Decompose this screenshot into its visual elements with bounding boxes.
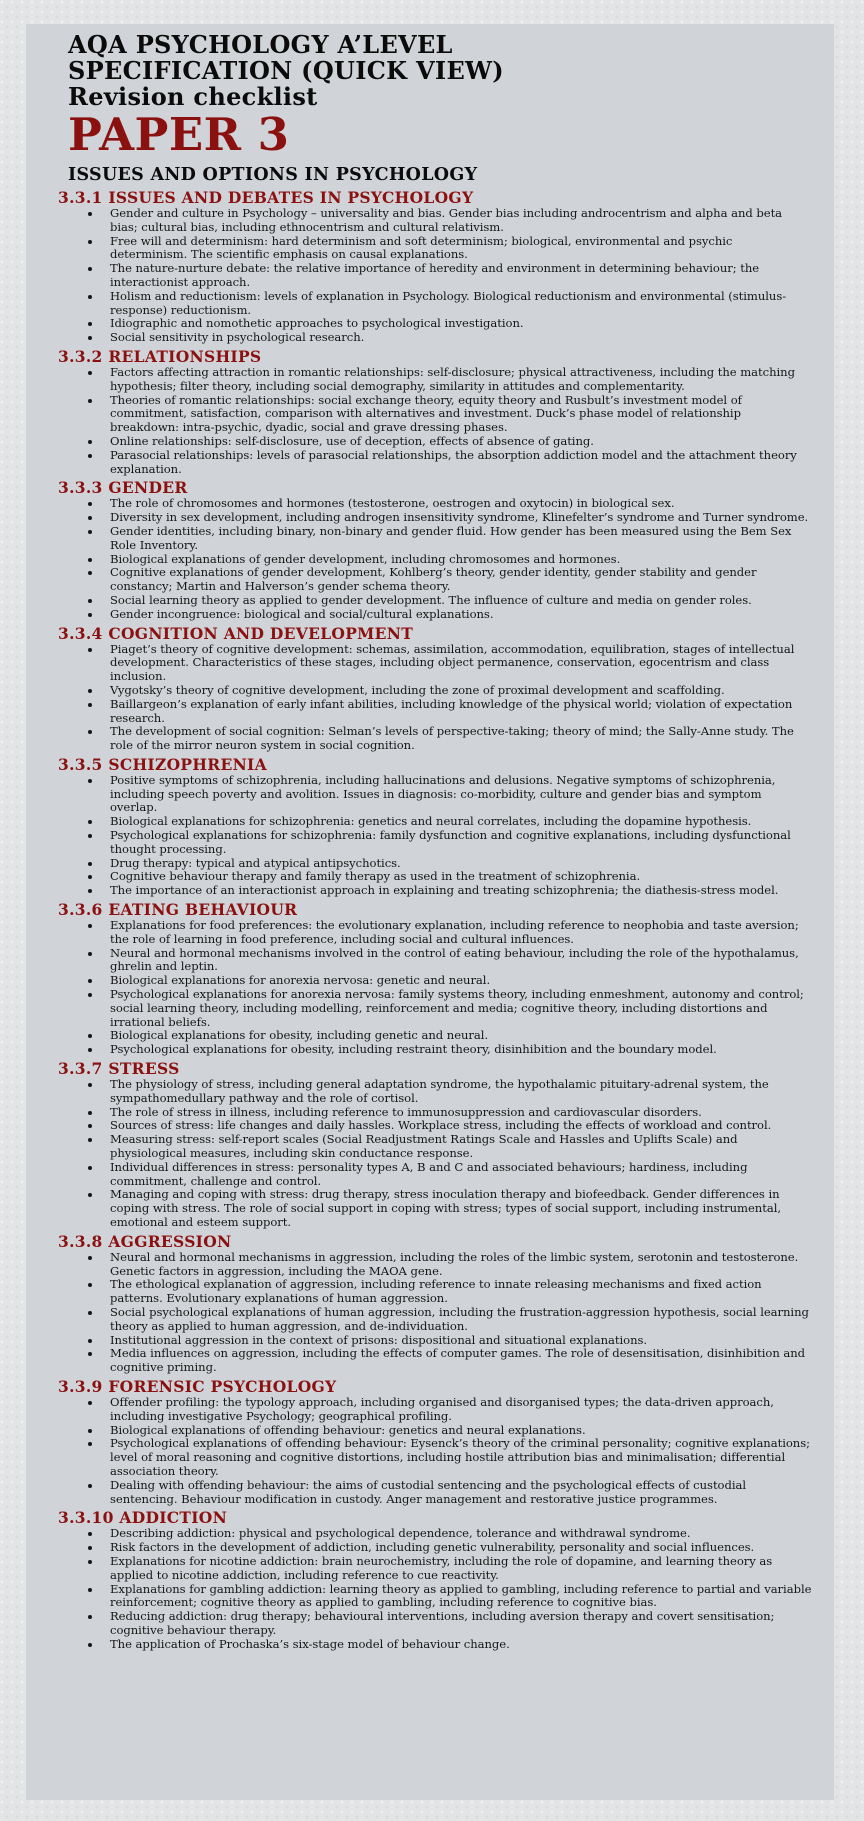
list-item: Biological explanations for schizophrenia: genetics and neural correlates, including the dopamine hypothesis. [110, 815, 812, 829]
list-item: Baillargeon’s explanation of early infant abilities, including knowledge of the physical world; violation of expectation research. [110, 698, 812, 726]
list-item: Neural and hormonal mechanisms in aggression, including the roles of the limbic system, serotonin and testosterone. Genetic factors in aggression, including the MAOA gene. [110, 1251, 812, 1279]
section-4 [58, 623, 812, 753]
list-item: Measuring stress: self-report scales (Social Readjustment Ratings Scale and Hassles and Uplifts Scale) and physiological measures, including skin conductance response. [110, 1133, 812, 1161]
bullet-list [62, 919, 812, 1057]
list-item: Holism and reductionism: levels of explanation in Psychology. Biological reductionism and environmental (stimulus-response) reductionism. [110, 290, 812, 318]
paper-title: PAPER 3 [68, 108, 290, 161]
section-title: 3.3.9 FORENSIC PSYCHOLOGY [58, 1376, 337, 1396]
bullet-list [62, 1251, 812, 1375]
bullet-list [62, 1527, 812, 1651]
bullet-list [62, 643, 812, 753]
list-item: The role of chromosomes and hormones (testosterone, oestrogen and oxytocin) in biological sex. [110, 497, 812, 511]
list-item: Gender identities, including binary, non-binary and gender fluid. How gender has been measured using the Bem Sex Role Inventory. [110, 525, 812, 553]
list-item: Factors affecting attraction in romantic relationships: self-disclosure; physical attractiveness, including the matching hypothesis; filter theory, including social demography, similarity in attitudes and complementarity. [110, 366, 812, 394]
list-item: The role of stress in illness, including reference to immunosuppression and cardiovascular disorders. [110, 1106, 812, 1120]
section-1 [58, 188, 812, 345]
list-item: Offender profiling: the typology approach, including organised and disorganised types; the data-driven approach, including investigative Psychology; geographical profiling. [110, 1396, 812, 1424]
paper-subtitle: ISSUES AND OPTIONS IN PSYCHOLOGY [68, 165, 478, 185]
header-line-1: AQA PSYCHOLOGY A’LEVEL [68, 30, 453, 59]
list-item: Risk factors in the development of addiction, including genetic vulnerability, personality and social influences. [110, 1541, 812, 1555]
list-item: Biological explanations for anorexia nervosa: genetic and neural. [110, 974, 812, 988]
list-item: Gender incongruence: biological and social/cultural explanations. [110, 608, 812, 622]
list-item: The physiology of stress, including general adaptation syndrome, the hypothalamic pituitary-adrenal system, the sympathomedullary pathway and the role of cortisol. [110, 1078, 812, 1106]
section-7 [58, 1059, 812, 1230]
list-item: Sources of stress: life changes and daily hassles. Workplace stress, including the effects of workload and control. [110, 1119, 812, 1133]
list-item: Biological explanations of offending behaviour: genetics and neural explanations. [110, 1424, 812, 1438]
list-item: Parasocial relationships: levels of parasocial relationships, the absorption addiction model and the attachment theory explanation. [110, 449, 812, 477]
list-item: Dealing with offending behaviour: the aims of custodial sentencing and the psychological effects of custodial sentencing. Behaviour modification in custody. Anger management and restorative justice programmes. [110, 1479, 812, 1507]
bullet-list [62, 1396, 812, 1506]
section-8 [58, 1231, 812, 1375]
section-title: 3.3.7 STRESS [58, 1059, 180, 1079]
bullet-list [62, 207, 812, 345]
bullet-list [62, 497, 812, 621]
list-item: Online relationships: self-disclosure, use of deception, effects of absence of gating. [110, 435, 812, 449]
list-item: Explanations for nicotine addiction: brain neurochemistry, including the role of dopamine, and learning theory as applied to nicotine addiction, including reference to cue reactivity. [110, 1555, 812, 1583]
list-item: Social psychological explanations of human aggression, including the frustration-aggression hypothesis, social learning theory as applied to human aggression, and de-individuation. [110, 1306, 812, 1334]
section-title: 3.3.4 COGNITION AND DEVELOPMENT [58, 623, 414, 643]
list-item: Diversity in sex development, including androgen insensitivity syndrome, Klinefelter’s syndrome and Turner syndrome. [110, 511, 812, 525]
list-item: Social learning theory as applied to gender development. The influence of culture and media on gender roles. [110, 594, 812, 608]
list-item: Idiographic and nomothetic approaches to psychological investigation. [110, 317, 812, 331]
list-item: The application of Prochaska’s six-stage model of behaviour change. [110, 1638, 812, 1652]
section-title: 3.3.8 AGGRESSION [58, 1231, 232, 1251]
sections-container [58, 188, 812, 1652]
list-item: Media influences on aggression, including the effects of computer games. The role of desensitisation, disinhibition and cognitive priming. [110, 1347, 812, 1375]
list-item: Drug therapy: typical and atypical antipsychotics. [110, 857, 812, 871]
list-item: Explanations for food preferences: the evolutionary explanation, including reference to neophobia and taste aversion; the role of learning in food preference, including social and cultural influences. [110, 919, 812, 947]
section-title: 3.3.3 GENDER [58, 478, 188, 498]
section-title: 3.3.1 ISSUES AND DEBATES IN PSYCHOLOGY [58, 188, 474, 207]
list-item: Biological explanations for obesity, including genetic and neural. [110, 1029, 812, 1043]
list-item: The development of social cognition: Selman’s levels of perspective-taking; theory of mind; the Sally-Anne study. The role of the mirror neuron system in social cognition. [110, 725, 812, 753]
list-item: Vygotsky’s theory of cognitive development, including the zone of proximal development and scaffolding. [110, 684, 812, 698]
checklist-sheet [26, 24, 834, 1800]
header-line-3: Revision checklist [68, 82, 318, 111]
header-line-2: SPECIFICATION (QUICK VIEW) [68, 56, 504, 85]
bullet-list [62, 366, 812, 476]
list-item: Theories of romantic relationships: social exchange theory, equity theory and Rusbult’s investment model of commitment, satisfaction, comparison with alternatives and investment. Duck’s phase model of relationship breakdown: intra-psychic, dyadic, social and grave dressing phases. [110, 394, 812, 435]
list-item: Psychological explanations for schizophrenia: family dysfunction and cognitive explanations, including dysfunctional thought processing. [110, 829, 812, 857]
section-9 [58, 1376, 812, 1506]
bullet-list [62, 774, 812, 898]
list-item: Social sensitivity in psychological research. [110, 331, 812, 345]
section-3 [58, 478, 812, 621]
list-item: Psychological explanations for anorexia nervosa: family systems theory, including enmeshment, autonomy and control; social learning theory, including modelling, reinforcement and media; cognitive theory, including distortions and irrational beliefs. [110, 988, 812, 1029]
section-5 [58, 754, 812, 898]
list-item: Describing addiction: physical and psychological dependence, tolerance and withdrawal syndrome. [110, 1527, 812, 1541]
section-6 [58, 900, 812, 1057]
section-title: 3.3.10 ADDICTION [58, 1508, 228, 1528]
list-item: Explanations for gambling addiction: learning theory as applied to gambling, including reference to partial and variable reinforcement; cognitive theory as applied to gambling, including reference to cognitive bias. [110, 1581, 812, 1610]
list-item: The ethological explanation of aggression, including reference to innate releasing mechanisms and fixed action patterns. Evolutionary explanations of human aggression. [110, 1278, 812, 1306]
list-item: Biological explanations of gender development, including chromosomes and hormones. [110, 553, 812, 567]
list-item: Cognitive behaviour therapy and family therapy as used in the treatment of schizophrenia. [110, 870, 812, 884]
list-item: Free will and determinism: hard determinism and soft determinism; biological, environmental and psychic determinism. The scientific emphasis on causal explanations. [110, 235, 812, 263]
list-item: Psychological explanations of offending behaviour: Eysenck’s theory of the criminal personality; cognitive explanations; level of moral reasoning and cognitive distortions, including hostile attribution bias and minimalisation; differential association theory. [110, 1437, 812, 1478]
list-item: Piaget’s theory of cognitive development: schemas, assimilation, accommodation, equilibration, stages of intellectual development. Characteristics of these stages, including object permanence, conservation, egocentrism and class inclusion. [110, 643, 812, 684]
list-item: Cognitive explanations of gender development, Kohlberg’s theory, gender identity, gender stability and gender constancy; Martin and Halverson’s gender schema theory. [110, 566, 812, 594]
list-item: Gender and culture in Psychology – universality and bias. Gender bias including androcentrism and alpha and beta bias; cultural bias, including ethnocentrism and cultural relativism. [110, 207, 812, 235]
list-item: Individual differences in stress: personality types A, B and C and associated behaviours; hardiness, including commitment, challenge and control. [110, 1161, 812, 1189]
list-item: Reducing addiction: drug therapy; behavioural interventions, including aversion therapy and covert sensitisation; cognitive behaviour therapy. [110, 1610, 812, 1638]
section-title: 3.3.6 EATING BEHAVIOUR [58, 900, 298, 920]
section-title: 3.3.2 RELATIONSHIPS [58, 346, 262, 366]
list-item: Neural and hormonal mechanisms involved in the control of eating behaviour, including the role of the hypothalamus, ghrelin and leptin. [110, 947, 812, 975]
section-title: 3.3.5 SCHIZOPHRENIA [58, 754, 267, 774]
section-2 [58, 346, 812, 476]
section-10 [58, 1508, 812, 1651]
list-item: Managing and coping with stress: drug therapy, stress inoculation therapy and biofeedback. Gender differences in coping with stress. The role of social support in coping with stress; types of social support, including instrumental, emotional and esteem support. [110, 1188, 812, 1229]
bullet-list [62, 1078, 812, 1230]
list-item: Psychological explanations for obesity, including restraint theory, disinhibition and the boundary model. [110, 1043, 812, 1057]
list-item: The nature-nurture debate: the relative importance of heredity and environment in determining behaviour; the interactionist approach. [110, 262, 812, 290]
list-item: The importance of an interactionist approach in explaining and treating schizophrenia; the diathesis-stress model. [110, 884, 812, 898]
list-item: Positive symptoms of schizophrenia, including hallucinations and delusions. Negative symptoms of schizophrenia, including speech poverty and avolition. Issues in diagnosis: co-morbidity, culture and gender bias and symptom overlap. [110, 774, 812, 815]
list-item: Institutional aggression in the context of prisons: dispositional and situational explanations. [110, 1334, 812, 1348]
